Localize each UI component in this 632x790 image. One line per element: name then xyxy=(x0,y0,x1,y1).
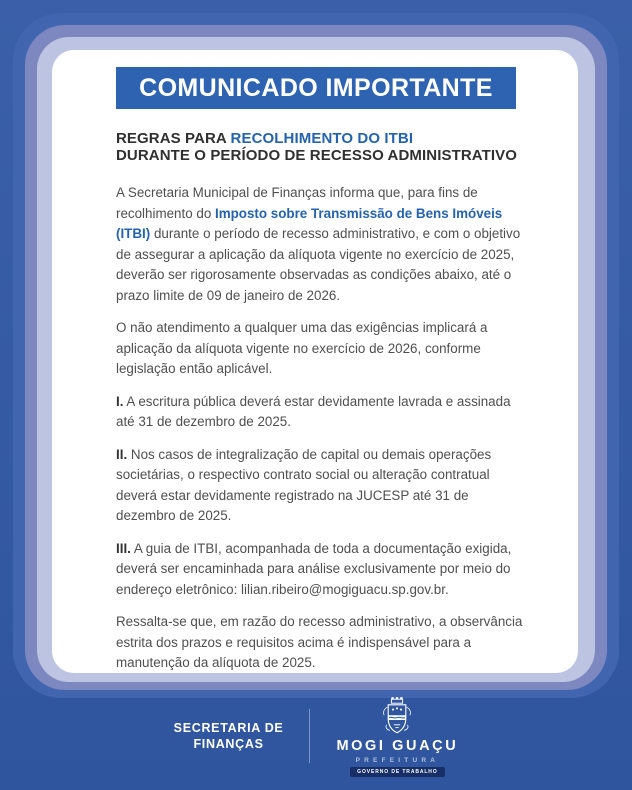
text-segment: Nos casos de integralização de capital ou demais operações societárias, o respectivo contrato social ou alteração contratual deverá estar devidamente registrado na JUCESP até 31 de dezembro de 2025. xyxy=(116,446,492,523)
text-segment: Imposto sobre Transmissão de Bens Imóveis (ITBI) xyxy=(116,205,503,241)
announcement-card xyxy=(52,50,578,673)
city-logo xyxy=(336,696,458,777)
body-paragraph-closing xyxy=(116,612,530,673)
heading-line1-prefix: REGRAS PARA xyxy=(116,130,231,147)
text-segment: III. xyxy=(116,540,131,556)
heading-line1-accent: RECOLHIMENTO DO ITBI xyxy=(230,130,414,147)
text-segment: durante o período de recesso administrativo, e com o objetivo de assegurar a aplicação da alíquota vigente no exercício de 2025, deverão ser rigorosamente observadas as condições abaixo, até o prazo limite de 09 de janeiro de 2026. xyxy=(116,226,521,303)
body-paragraph-item-2 xyxy=(116,445,530,527)
body-paragraph-item-1 xyxy=(116,392,530,433)
city-subtitle: PREFEITURA xyxy=(355,756,440,764)
text-segment: O não atendimento a qualquer uma das exigências implicará a aplicação da alíquota vigente no exercício de 2026, conforme legislação então aplicável. xyxy=(116,320,488,376)
banner-title: COMUNICADO IMPORTANTE xyxy=(139,73,493,102)
footer-divider xyxy=(309,709,310,763)
heading-line-1 xyxy=(116,131,538,148)
department-name xyxy=(174,720,284,752)
text-segment: Ressalta-se que, em razão do recesso administrativo, a observância estrita dos prazos e requisitos acima é indispensável para a manutenção da alíquota de 2025. xyxy=(116,614,523,670)
body-paragraph-item-3 xyxy=(116,539,530,601)
text-segment: I. xyxy=(116,393,124,409)
department-line-1: SECRETARIA DE xyxy=(173,721,284,735)
text-segment: II. xyxy=(116,446,128,462)
text-segment: A guia de ITBI, acompanhada de toda a documentação exigida, deverá ser encaminhada para análise exclusivamente por meio do endereço eletrônico: lilian.ribeiro@mogiguacu.sp.gov.br. xyxy=(116,540,512,597)
footer xyxy=(0,690,632,782)
banner xyxy=(116,67,516,109)
body-text xyxy=(116,183,530,673)
heading-line-2: DURANTE O PERÍODO DE RECESSO ADMINISTRATIVO xyxy=(116,146,517,164)
city-crest-icon xyxy=(381,696,413,736)
government-ribbon: GOVERNO DE TRABALHO xyxy=(350,767,444,777)
city-name: MOGI GUAÇU xyxy=(336,737,459,754)
body-paragraph-warning xyxy=(116,318,530,380)
text-segment: A escritura pública deverá estar devidamente lavrada e assinada até 31 de dezembro de 2025. xyxy=(116,393,511,429)
department-line-2: FINANÇAS xyxy=(193,737,264,751)
body-paragraph-intro xyxy=(116,183,530,306)
text-segment: A Secretaria Municipal de Finanças informa que, para fins de recolhimento do xyxy=(116,185,478,221)
heading xyxy=(116,131,538,164)
